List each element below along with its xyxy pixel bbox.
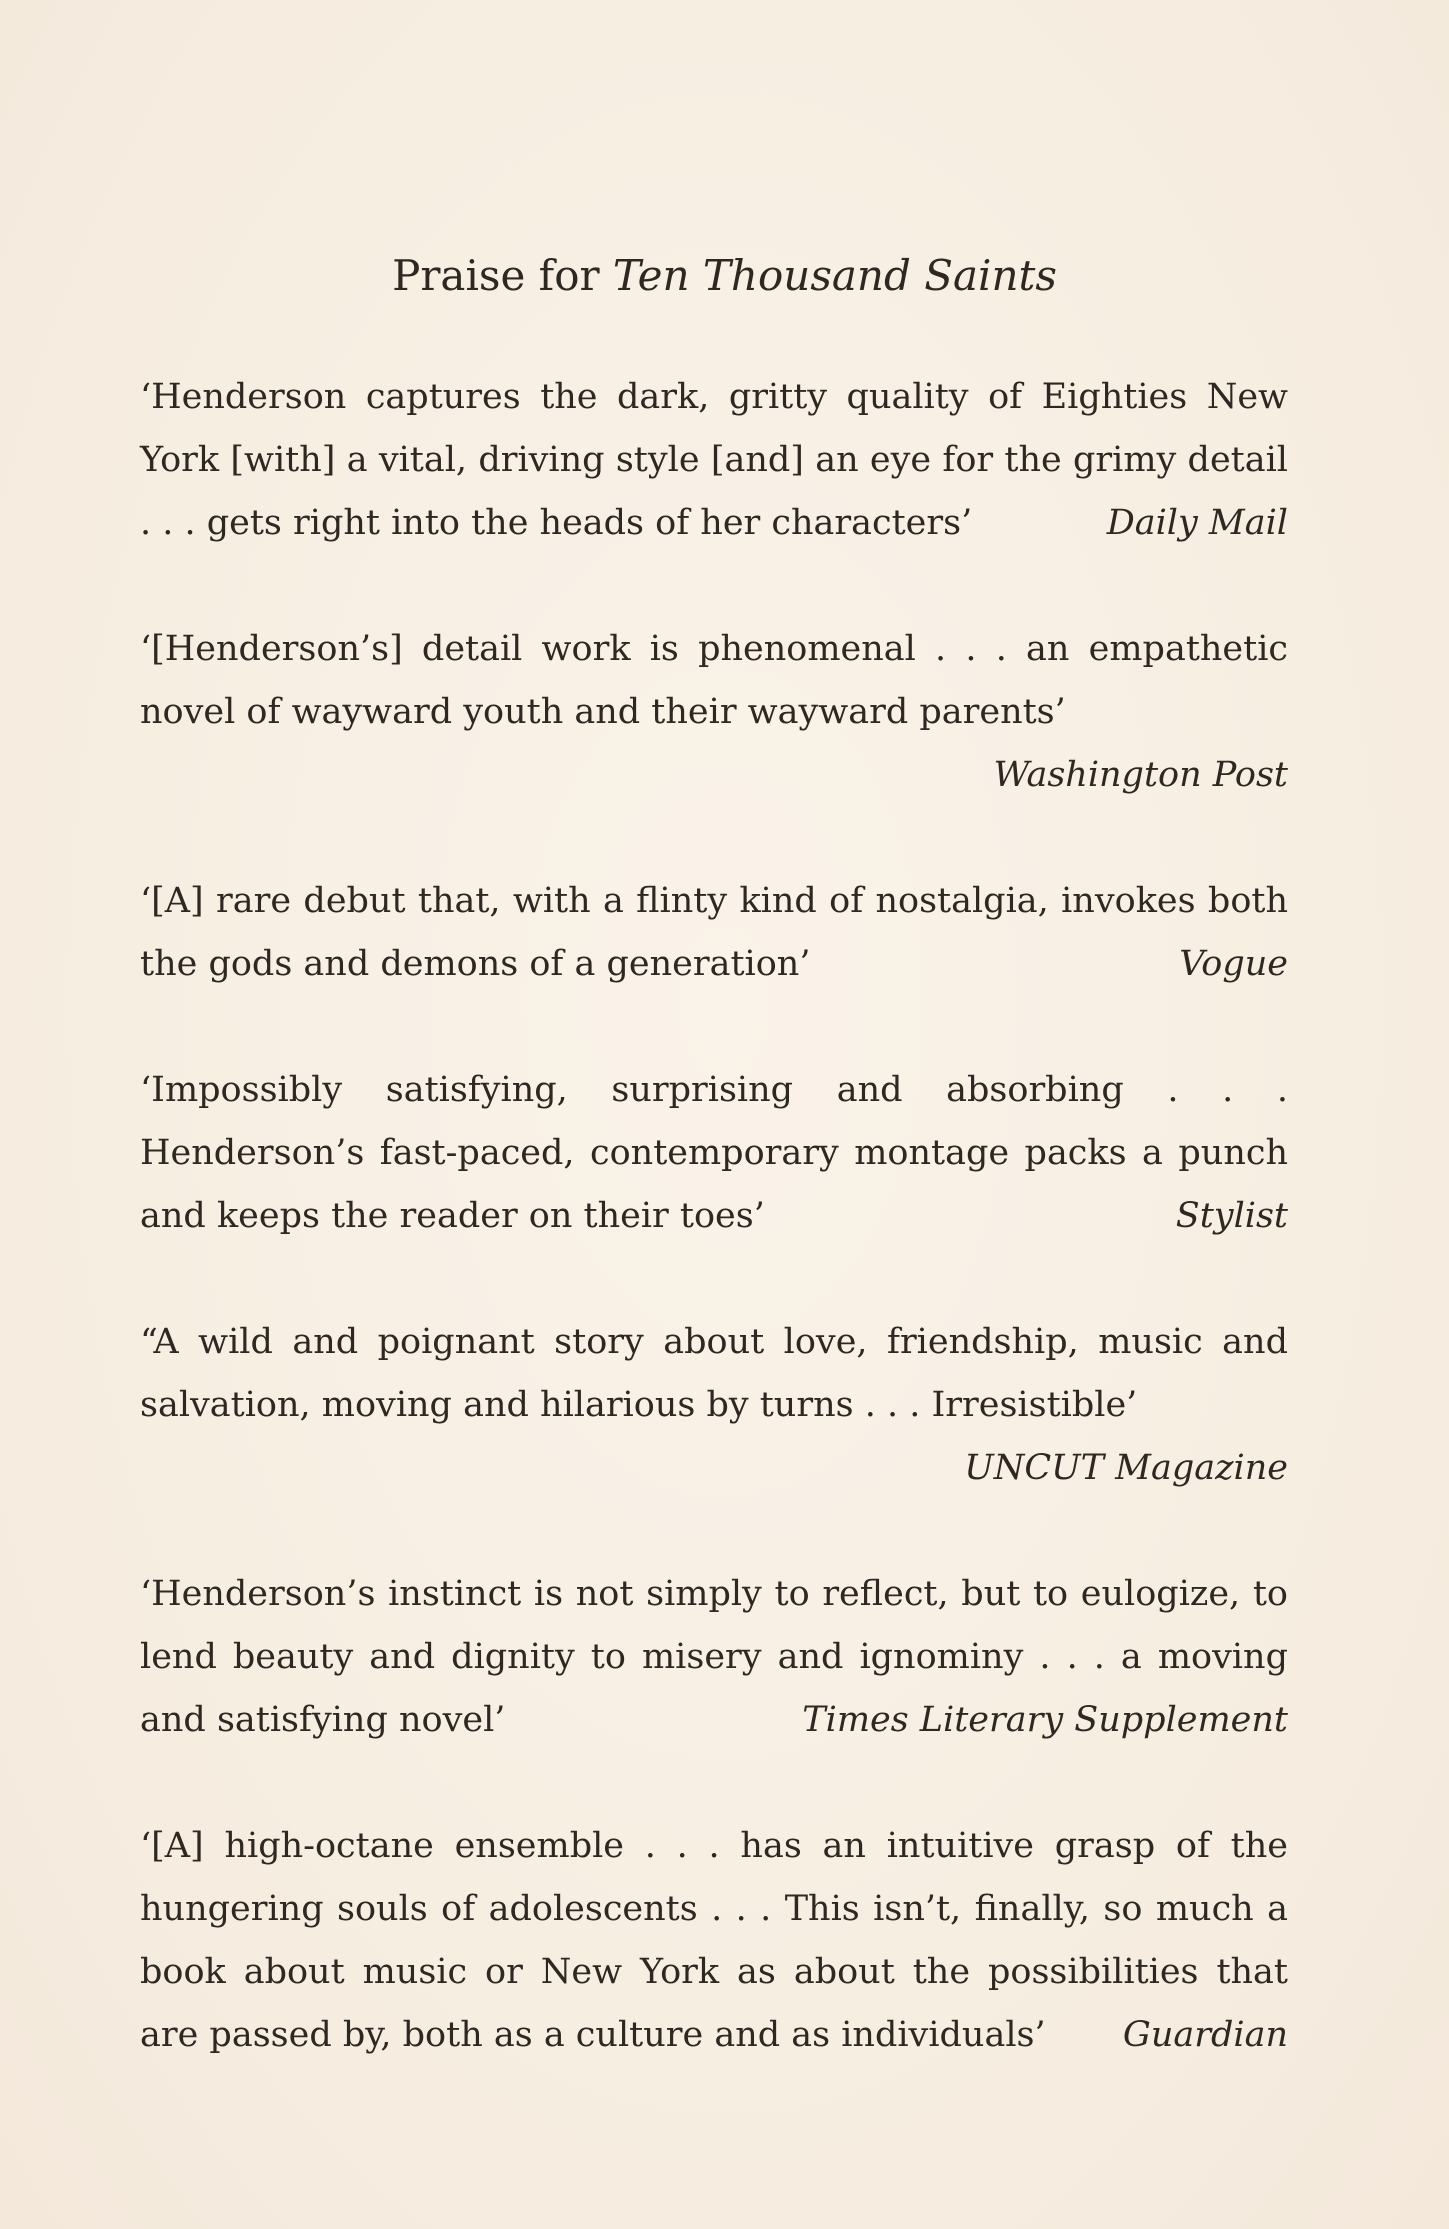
review-quote-stylist bbox=[140, 1059, 1288, 1248]
title-prefix: Praise for bbox=[392, 251, 613, 300]
quote-text: ‘Henderson captures the dark, gritty quality of Eighties New York [with] a vital, driving style [and] an eye for the grimy detail . . . gets right into the heads of her characters’ Daily Mail bbox=[140, 366, 1288, 555]
quote-text: ‘[A] high-octane ensemble . . . has an intuitive grasp of the hungering souls of adolescents . . . This isn’t, finally, so much a book about music or New York as about the possibilities that are passed by, both as a culture and as individuals’ Guardian bbox=[140, 1815, 1288, 2067]
review-quote-vogue bbox=[140, 870, 1288, 996]
quote-text: “A wild and poignant story about love, friendship, music and salvation, moving and hilarious by turns . . . Irresistible’ bbox=[140, 1322, 1288, 1425]
quote-source: Vogue bbox=[1179, 944, 1288, 984]
review-quote-daily-mail bbox=[140, 366, 1288, 555]
page-title bbox=[0, 245, 1449, 307]
quote-source: Daily Mail bbox=[1106, 503, 1288, 543]
review-quote-uncut bbox=[140, 1311, 1288, 1500]
quote-source: Washington Post bbox=[993, 755, 1288, 795]
quote-source: Guardian bbox=[1122, 2015, 1288, 2055]
quote-text: ‘[Henderson’s] detail work is phenomenal . . . an empathetic novel of wayward youth and their wayward parents’ bbox=[140, 629, 1288, 732]
quote-text: ‘Henderson’s instinct is not simply to reflect, but to eulogize, to lend beauty and dignity to misery and ignominy . . . a moving and satisfying novel’ Times Literary Supplement bbox=[140, 1563, 1288, 1752]
quote-text: ‘Impossibly satisfying, surprising and absorbing . . . Henderson’s fast-paced, contemporary montage packs a punch and keeps the reader on their toes’ Stylist bbox=[140, 1059, 1288, 1248]
review-quote-guardian bbox=[140, 1815, 1288, 2067]
review-quote-tls bbox=[140, 1563, 1288, 1752]
quote-source: Times Literary Supplement bbox=[802, 1700, 1288, 1740]
quote-text: ‘[A] rare debut that, with a flinty kind of nostalgia, invokes both the gods and demons of a generation’ Vogue bbox=[140, 870, 1288, 996]
book-title: Ten Thousand Saints bbox=[612, 251, 1057, 300]
review-quote-washington-post bbox=[140, 618, 1288, 807]
quote-source: Stylist bbox=[1175, 1196, 1288, 1236]
quote-source: UNCUT Magazine bbox=[964, 1448, 1288, 1488]
